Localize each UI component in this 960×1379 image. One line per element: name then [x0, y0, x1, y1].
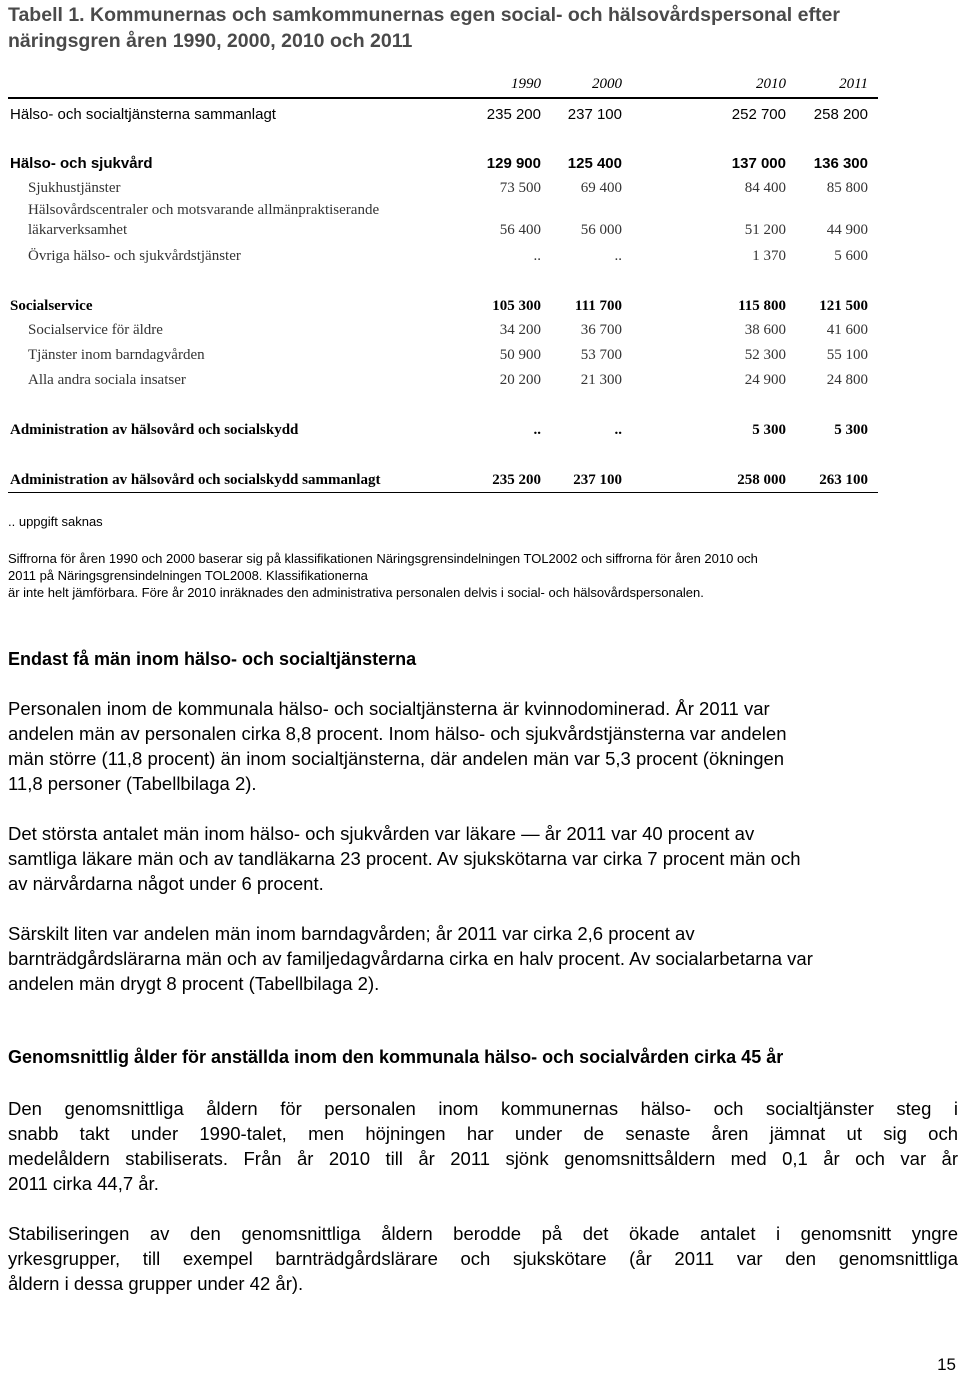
paragraph-line: andelen män av personalen cirka 8,8 procent. Inom hälso- och sjukvårdstjänsterna var andelen	[8, 723, 787, 744]
row-label: Alla andra sociala insatser	[28, 372, 186, 388]
cell-value: 53 700	[580, 347, 622, 363]
cell-value: 125 400	[567, 155, 622, 172]
row-label: Hälso- och socialtjänsterna sammanlagt	[10, 106, 276, 123]
table-caption-line-2: näringsgren åren 1990, 2000, 2010 och 2011	[8, 30, 413, 52]
paragraph-line: 2011 cirka 44,7 år.	[8, 1173, 159, 1194]
cell-value: 115 800	[738, 298, 786, 314]
cell-value: ..	[614, 422, 622, 438]
cell-value: 258 200	[813, 106, 868, 123]
paragraph-line: av närvårdarna något under 6 procent.	[8, 873, 324, 894]
table-row	[8, 248, 876, 272]
row-label: Socialservice för äldre	[28, 322, 163, 338]
source-note-line: Siffrorna för åren 1990 och 2000 baserar sig på klassifikationen Näringsgrensindelningen TOL2002 och siffrorna för åren 2010 och	[8, 551, 758, 566]
cell-value: 36 700	[580, 322, 622, 338]
section-heading: Genomsnittlig ålder för anställda inom den kommunala hälso- och socialvården cirka 45 år	[8, 1047, 784, 1067]
table-row	[8, 180, 876, 204]
paragraph	[8, 921, 958, 996]
cell-value: 85 800	[826, 180, 868, 196]
cell-value: 34 200	[499, 322, 541, 338]
table-caption-line-1: Tabell 1. Kommunernas och samkommunernas egen social- och hälsovårdspersonal efter	[8, 4, 840, 26]
table-row	[8, 298, 876, 322]
paragraph-line: barnträdgårdslärarna män och av familjedagvårdarna cirka en halv procent. Av socialarbetarna var	[8, 948, 813, 969]
source-note-line: 2011 på Näringsgrensindelningen TOL2008. Klassifikationerna	[8, 568, 368, 583]
row-label: Tjänster inom barndagvården	[28, 347, 205, 363]
cell-value: 235 200	[492, 472, 541, 488]
cell-value: ..	[533, 422, 541, 438]
cell-value: 5 600	[834, 248, 868, 264]
paragraph-line: åldern i dessa grupper under 42 år).	[8, 1273, 304, 1294]
source-note	[8, 550, 953, 601]
cell-value: 129 900	[486, 155, 541, 172]
cell-value: 136 300	[813, 155, 868, 172]
row-label: Övriga hälso- och sjukvårdstjänster	[28, 248, 241, 264]
paragraph	[8, 696, 958, 796]
missing-data-note: .. uppgift saknas	[8, 514, 103, 529]
paragraph-line: Stabiliseringen av den genomsnittliga åldern berodde på det ökade antalet i genomsnitt yngre	[8, 1223, 958, 1244]
paragraph-line: 11,8 personer (Tabellbilaga 2).	[8, 773, 257, 794]
cell-value: 1 370	[752, 248, 786, 264]
row-label: Administration av hälsovård och socialskydd sammanlagt	[10, 472, 381, 488]
paragraph-line: Den genomsnittliga åldern för personalen inom kommunernas hälso- och socialtjänster steg i	[8, 1098, 958, 1119]
cell-value: 137 000	[731, 155, 786, 172]
row-label-continued: läkarverksamhet	[28, 222, 128, 238]
paragraph-line: medelåldern stabiliserats. Från år 2010 till år 2011 sjönk genomsnittsåldern med 0,1 år och var år	[8, 1148, 958, 1169]
paragraph	[8, 821, 958, 896]
row-label: Hälsovårdscentraler och motsvarande allmänpraktiserande	[28, 202, 380, 218]
cell-value: 52 300	[744, 347, 786, 363]
table-bottom-rule	[8, 492, 878, 493]
table-row	[8, 422, 876, 446]
page-number: 15	[937, 1355, 956, 1374]
cell-value: 73 500	[499, 180, 541, 196]
cell-value: 44 900	[826, 222, 868, 238]
cell-value: 41 600	[826, 322, 868, 338]
row-label: Socialservice	[10, 298, 93, 314]
paragraph-line: Det största antalet män inom hälso- och sjukvården var läkare — år 2011 var 40 procent av	[8, 823, 755, 844]
row-label: Sjukhustjänster	[28, 180, 121, 196]
section-heading: Endast få män inom hälso- och socialtjänsterna	[8, 649, 417, 669]
paragraph-line: andelen män drygt 8 procent (Tabellbilaga 2).	[8, 973, 380, 994]
year-header: 2010	[756, 76, 786, 92]
cell-value: 84 400	[744, 180, 786, 196]
cell-value: 24 800	[826, 372, 868, 388]
table-row	[8, 322, 876, 346]
paragraph-line: Särskilt liten var andelen män inom barndagvården; år 2011 var cirka 2,6 procent av	[8, 923, 695, 944]
cell-value: 38 600	[744, 322, 786, 338]
cell-value: 237 100	[567, 106, 622, 123]
cell-value: 51 200	[744, 222, 786, 238]
source-note-line: är inte helt jämförbara. Före år 2010 inräknades den administrativa personalen delvis i social- och hälsovårdspersonalen.	[8, 585, 704, 600]
cell-value: 121 500	[819, 298, 868, 314]
table-row	[8, 106, 876, 130]
cell-value: ..	[533, 248, 541, 264]
table-caption	[8, 2, 948, 54]
cell-value: 24 900	[744, 372, 786, 388]
cell-value: ..	[614, 248, 622, 264]
cell-value: 55 100	[826, 347, 868, 363]
row-label: Hälso- och sjukvård	[10, 155, 153, 172]
cell-value: 20 200	[499, 372, 541, 388]
table-header-rule	[8, 97, 878, 99]
cell-value: 56 400	[499, 222, 541, 238]
cell-value: 5 300	[834, 422, 868, 438]
paragraph-line: män större (11,8 procent) än inom socialtjänsterna, där andelen män var 5,3 procent (ökningen	[8, 748, 785, 769]
table-row	[8, 372, 876, 396]
paragraph	[8, 1096, 958, 1196]
paragraph-line: snabb takt under 1990-talet, men höjningen har under de senaste åren jämnat ut sig och	[8, 1123, 958, 1144]
cell-value: 5 300	[752, 422, 786, 438]
table-row	[8, 222, 876, 246]
cell-value: 252 700	[731, 106, 786, 123]
cell-value: 258 000	[737, 472, 786, 488]
row-label: Administration av hälsovård och socialskydd	[10, 422, 299, 438]
paragraph-line: samtliga läkare män och av tandläkarna 23 procent. Av sjukskötarna var cirka 7 procent män och	[8, 848, 801, 869]
year-header: 1990	[511, 76, 541, 92]
cell-value: 69 400	[580, 180, 622, 196]
cell-value: 50 900	[499, 347, 541, 363]
table-row	[8, 347, 876, 371]
paragraph-line: yrkesgrupper, till exempel barnträdgårdslärare och sjukskötare (år 2011 var den genomsnittliga	[8, 1248, 958, 1269]
paragraph	[8, 1221, 958, 1296]
cell-value: 21 300	[580, 372, 622, 388]
cell-value: 237 100	[573, 472, 622, 488]
paragraph-line: Personalen inom de kommunala hälso- och socialtjänsterna är kvinnodominerad. År 2011 var	[8, 698, 770, 719]
cell-value: 235 200	[486, 106, 541, 123]
cell-value: 56 000	[580, 222, 622, 238]
table-row	[8, 155, 876, 179]
cell-value: 263 100	[819, 472, 868, 488]
cell-value: 111 700	[574, 298, 622, 314]
year-header: 2011	[839, 76, 868, 92]
cell-value: 105 300	[492, 298, 541, 314]
year-header: 2000	[592, 76, 622, 92]
